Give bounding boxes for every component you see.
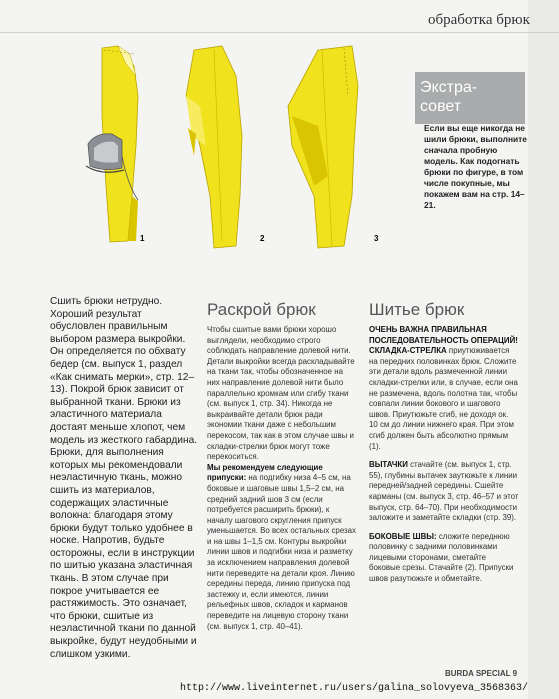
sewing-intro: ОЧЕНЬ ВАЖНА ПРАВИЛЬНАЯ ПОСЛЕДОВАТЕЛЬНОСТЬ ОПЕРАЦИЙ! bbox=[369, 325, 518, 345]
trouser-piece-3 bbox=[288, 46, 358, 248]
footer-url[interactable]: http://www.liveinternet.ru/users/galina_solovyeva_3568363/ bbox=[180, 683, 529, 694]
footer-brand: BURDA SPECIAL 9 bbox=[445, 669, 518, 678]
sewing-column bbox=[369, 325, 519, 585]
sewing-heading-wrap bbox=[369, 300, 464, 320]
sewing-heading: Шитье брюк bbox=[369, 300, 465, 319]
extra-tip-line2: совет bbox=[420, 98, 462, 115]
page-edge-strip bbox=[528, 0, 559, 699]
cutting-column bbox=[207, 325, 357, 632]
intro-column bbox=[50, 296, 200, 661]
extra-tip-line1: Экстра- bbox=[420, 79, 478, 96]
crease-text: приутюживается на передних половинках брюк. Сложите эти детали вдоль размеченной линии складки-стрелки или, в случае, если она не размечена, вдоль полотна так, чтобы совпали линии бокового и шагового швов. Приутюжьте сгиб, не доходя ок. 10 см до линии нижнего края. При этом сгиб должен быть абсолютно прямым (1). bbox=[369, 346, 518, 451]
extra-tip-label bbox=[420, 78, 477, 116]
allowances-heading: Мы рекомендуем следующие припуски: bbox=[207, 462, 323, 483]
side-seams-text: сложите переднюю половинку с задними половинками лицевыми сторонами, сметайте боковые срезы. Стачайте (2). Припуски швов разутюжьте и обметайте. bbox=[369, 531, 514, 584]
header-rule bbox=[0, 32, 559, 33]
cutting-heading: Раскрой брюк bbox=[207, 300, 316, 319]
cutting-paragraph-1: Чтобы сшитые вами брюки хорошо выглядели, необходимо строго соблюдать направление долевой нити. Детали выкройки всегда раскладывайте на ткани так, чтобы обозначенное на них направление долевой нити было параллельно кромкам или сгибу ткани (см. выпуск 1, стр. 34). Никогда не выкраивайте детали брюк ради экономии ткани даже с небольшим перекосом, так как в этом случае швы и складки-стрелки брюк могут тоже перекоситься. bbox=[207, 325, 355, 462]
allowances-text: на подгибку низа 4–5 см, на боковые и шаговые швы 1,5–2 см, на средний задний шов 3 см (если потребуется расширить брюки), к началу шагового скругления припуск уменьшается. Во всех остальных срезах и на швы 1–1,5 см. Контуры выкройки линии швов и подгибки низа и разметку за исключением направления долевой нити переведите на детали кроя. Линию середины переда, линию припуска под застежку и, если имеются, линии рельефных швов, складок и карманов переведите на лицевую сторону ткани (см. выпуск 1, стр. 40–41). bbox=[207, 473, 356, 631]
trousers-illustration bbox=[82, 36, 394, 260]
side-note: Если вы еще никогда не шили брюки, выполните сначала пробную модель. Как подогнать брюки по фигуре, в том числе покупные, мы покажем вам на стр. 14–21. bbox=[424, 123, 527, 210]
figure-number-1: 1 bbox=[140, 234, 145, 243]
darts-heading: ВЫТАЧКИ bbox=[369, 460, 408, 470]
trouser-piece-2 bbox=[186, 46, 242, 248]
crease-heading: СКЛАДКА-СТРЕЛКА bbox=[369, 346, 447, 356]
side-seams-heading: БОКОВЫЕ ШВЫ: bbox=[369, 531, 437, 541]
figure-number-2: 2 bbox=[260, 234, 265, 243]
intro-text: Сшить брюки нетрудно. Хороший результат обусловлен правильным выбором размера выкройки. Он определяется по обхвату бедер (см. выпуск 1, раздел «Как снимать мерки», стр. 12–13). Покрой брюк зависит от выбранной ткани. Брюки из эластичного материала достаят меньше хлопот, чем модель из жесткого габардина. Брюки, для выполнения которых мы рекомендовали неэластичную ткань, можно сшить из материалов, содержащих эластичные волокна: благодаря этому брюки будут только удобнее в носке. Напротив, будьте осторожны, если в инструкции по шитью указана эластичная ткань. В этом случае при покрое учитывается ее растяжимость. Это означает, что брюки, сшитые из неэластичной ткани по данной выкройке, будут неудобными и слишком узкими. bbox=[50, 296, 198, 660]
darts-text: стачайте (см. выпуск 1, стр. 55), глубины вытачек заутюжьте к линии передней/задней середины. Сшейте карманы (см. выпуск 3, стр. 46–57 и этот выпуск, стр. 64–70). При необходимости заложите и заметайте складки (стр. 39). bbox=[369, 460, 519, 523]
cutting-heading-wrap bbox=[207, 300, 316, 320]
figure-number-3: 3 bbox=[374, 234, 379, 243]
page-header-title: обработка брюк bbox=[428, 12, 530, 28]
